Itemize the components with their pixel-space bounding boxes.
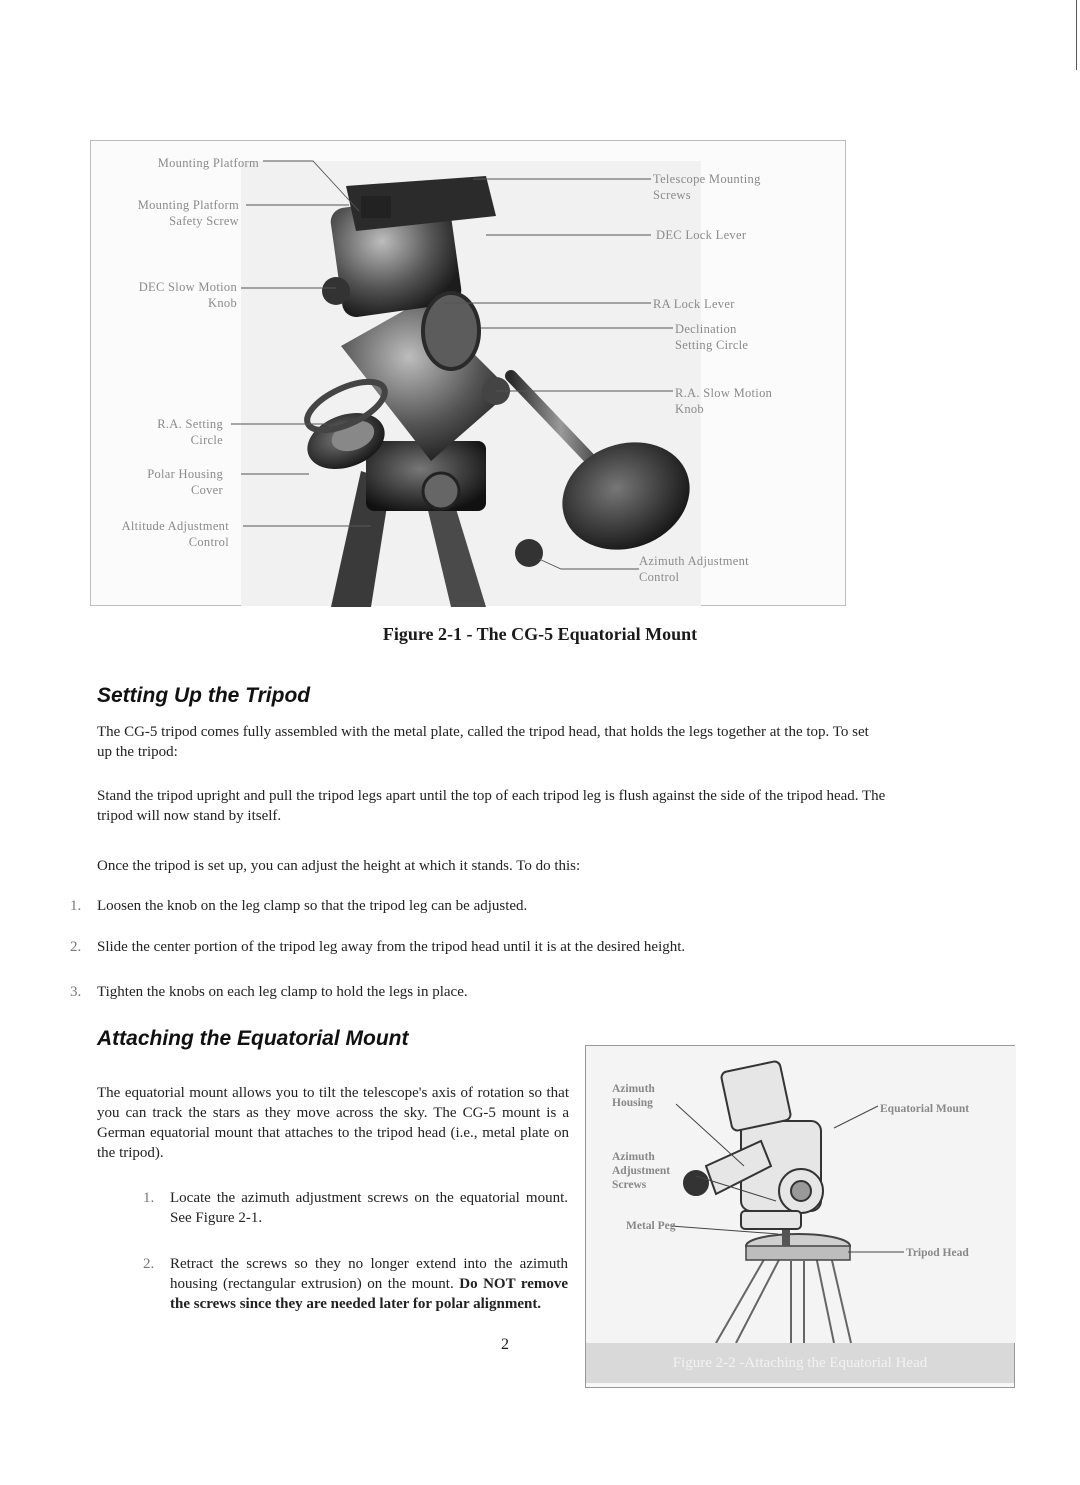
- altitude-knob: [423, 473, 459, 509]
- step-number: 2.: [70, 939, 82, 955]
- label-ra-lock-lever: RA Lock Lever: [653, 297, 735, 311]
- label-dec-slow-motion-knob: DEC Slow Motion Knob: [138, 280, 237, 310]
- dec-slow-motion-knob: [322, 277, 350, 305]
- label-altitude-adjustment-control: Altitude Adjustment Control: [121, 519, 229, 549]
- label-metal-peg: Metal Peg: [626, 1220, 676, 1232]
- label-tripod-head: Tripod Head: [906, 1247, 969, 1259]
- page-edge-mark: [1076, 0, 1077, 70]
- azimuth-adjustment-knob: [515, 539, 543, 567]
- step-number: 1.: [143, 1190, 155, 1206]
- paragraph-adjust-height: Once the tripod is set up, you can adjust the height at which it stands. To do this:: [97, 858, 581, 874]
- label-azimuth-adjustment-control: Azimuth Adjustment Control: [639, 554, 749, 584]
- label-azimuth-adjustment-screws: Azimuth Adjustment Screws: [612, 1151, 671, 1191]
- figure-2-2-caption: Figure 2-2 -Attaching the Equatorial Head: [586, 1343, 1014, 1383]
- label-polar-housing-cover: Polar Housing Cover: [147, 467, 223, 497]
- paragraph-equatorial-intro: The equatorial mount allows you to tilt the telescope's axis of rotation so that you can track the stars as they move across the sky. The CG-5 mount is a German equatorial mount that attaches to the tripod head (i.e., metal plate on the tripod).: [97, 1085, 569, 1161]
- label-mounting-platform: Mounting Platform: [157, 156, 259, 170]
- label-azimuth-housing: Azimuth Housing: [612, 1083, 655, 1109]
- label-ra-slow-motion-knob: R.A. Slow Motion Knob: [675, 386, 773, 416]
- figure-cg5-mount: [90, 140, 846, 606]
- label-declination-setting-circle: Declination Setting Circle: [675, 322, 749, 352]
- label-equatorial-mount: Equatorial Mount: [880, 1103, 970, 1115]
- step-text-slide-leg: Slide the center portion of the tripod leg away from the tripod head until it is at the desired height.: [97, 939, 686, 955]
- page-number: 2: [501, 1336, 509, 1353]
- label-telescope-mounting-screws: Telescope Mounting Screws: [653, 172, 761, 202]
- label-mounting-platform-safety-screw: Mounting Platform Safety Screw: [137, 198, 239, 228]
- warning-bold-text: Do NOT remove the screws since they are needed later for polar alignment.: [170, 1276, 569, 1312]
- step-text-locate-screws: Locate the azimuth adjustment screws on the equatorial mount. See Figure 2-1.: [170, 1190, 568, 1226]
- label-ra-setting-circle: R.A. Setting Circle: [157, 417, 223, 447]
- step-number: 1.: [70, 898, 82, 914]
- declination-setting-circle: [423, 293, 479, 369]
- step-text-tighten-knobs: Tighten the knobs on each leg clamp to hold the legs in place.: [97, 984, 468, 1000]
- step-text-retract-screws: Retract the screws so they no longer extend into the azimuth housing (rectangular extrusion) on the mount. Do NOT remove the screws since they are needed later for polar alignment.: [170, 1256, 569, 1312]
- figure-2-1-caption: Figure 2-1 - The CG-5 Equatorial Mount: [382, 624, 698, 644]
- section-heading-attaching-mount: Attaching the Equatorial Mount: [97, 1027, 409, 1050]
- section-heading-setting-up-tripod: Setting Up the Tripod: [97, 684, 311, 707]
- paragraph-stand-tripod: Stand the tripod upright and pull the tripod legs apart until the top of each tripod leg is flush against the side of the tripod head. The tripod will now stand by itself.: [97, 788, 886, 824]
- label-dec-lock-lever: DEC Lock Lever: [656, 228, 747, 242]
- step-number: 2.: [143, 1256, 155, 1272]
- figure-attaching-equatorial-head: [585, 1045, 1015, 1388]
- step-text-loosen-knob: Loosen the knob on the leg clamp so that the tripod leg can be adjusted.: [97, 898, 528, 914]
- step-number: 3.: [70, 984, 82, 1000]
- paragraph-tripod-intro: The CG-5 tripod comes fully assembled with the metal plate, called the tripod head, that holds the legs together at the top. To set up the tripod:: [97, 724, 869, 760]
